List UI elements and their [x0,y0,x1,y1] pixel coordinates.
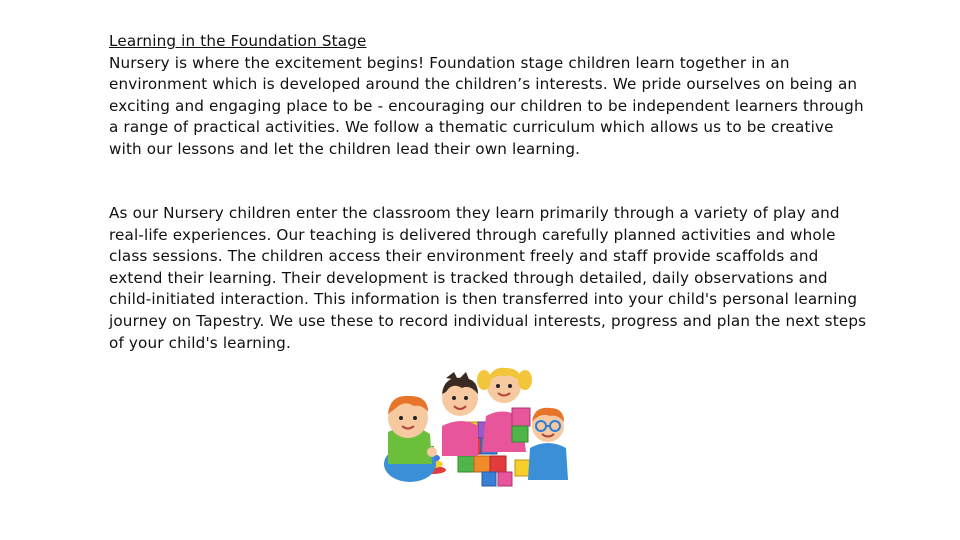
child-boy-dark-hair [442,372,478,456]
children-playing-with-blocks-illustration [370,360,590,490]
child-girl-blonde-pigtails [477,368,532,452]
paragraph-nursery: As our Nursery children enter the classroom they learn primarily through a variety of play and real-life experiences. Our teaching is delivered through carefully planned activities and whole class sessions. The children access their environment freely and staff provide scaffolds and extend their learning. Their development is tracked through detailed, daily observations and child-initiated interaction. This information is then transferred into your child's personal learning journey on Tapestry. We use these to record individual interests, progress and plan the next steps of your child's learning. [109,204,867,352]
section-title: Learning in the Foundation Stage [109,32,367,50]
text-block [109,31,869,161]
paragraph-intro: Nursery is where the excitement begins! Foundation stage children learn together in an environment which is developed around the children’s interests. We pride ourselves on being an exciting and engaging place to be - encouraging our children to be independent learners through a range of practical activities. We follow a thematic curriculum which allows us to be creative with our lessons and let the children lead their own learning. [109,53,864,158]
child-boy-glasses [528,408,568,480]
child-boy-orange-hair [384,396,437,482]
